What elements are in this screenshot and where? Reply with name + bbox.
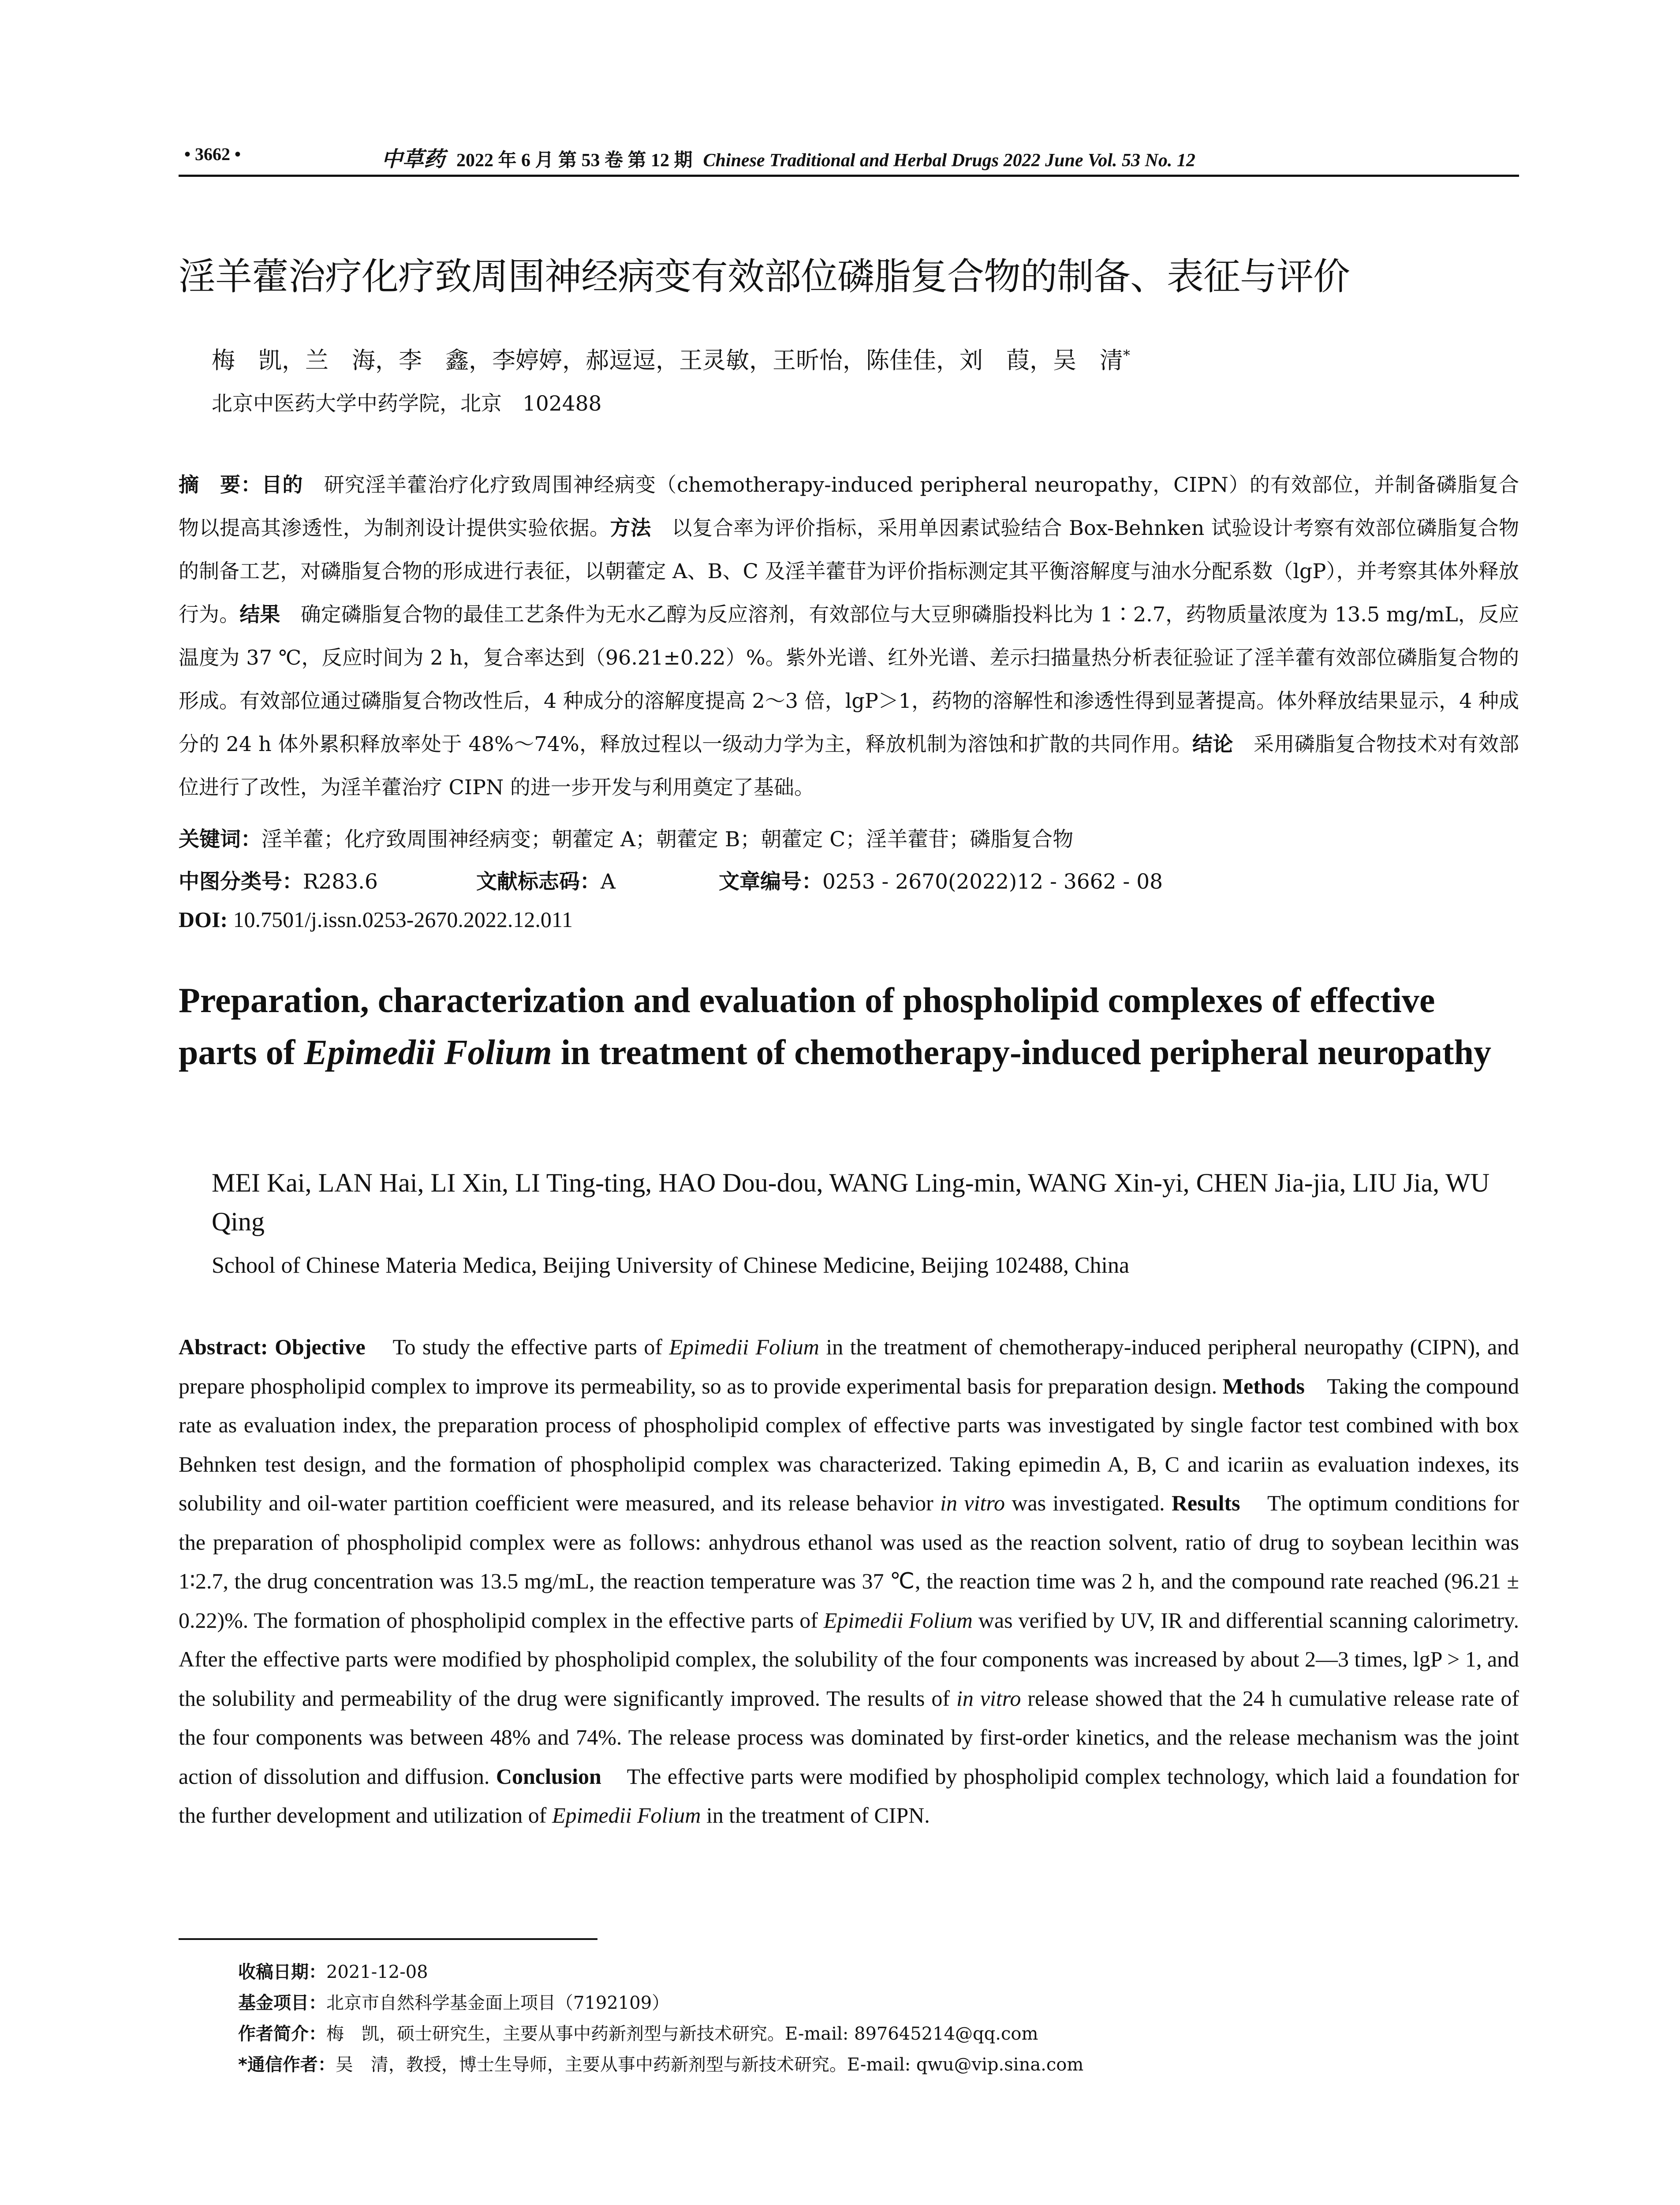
objective-label-cn: 目的 xyxy=(261,473,303,497)
objective-text-cn: 研究淫羊藿治疗化疗致周围神经病变（chemotherapy-induced peripheral neuropathy，CIPN）的有效部位，并制备磷脂复合物以提高其渗透性，为制剂设计提供实验依据。 xyxy=(179,473,1519,540)
abstract-label-en: Abstract: Objective xyxy=(179,1334,366,1359)
methods-text-cn: 以复合率为评价指标，采用单因素试验结合 Box-Behnken 试验设计考察有效部位磷脂复合物的制备工艺，对磷脂复合物的形成进行表征，以朝藿定 A、B、C 及淫羊藿苷为评价指标测定其平衡溶解度与油水分配系数（lgP），并考察其体外释放行为。 xyxy=(179,516,1519,626)
classification-row xyxy=(179,865,378,895)
results-text-en-3: release showed that the 24 h cumulative release rate of the four components was between 48% and 74%. The release process was dominated by first-order kinetics, and the release mechanism was the joint action of dissolution and diffusion. xyxy=(179,1686,1519,1789)
doi-value[interactable]: 10.7501/j.issn.0253-2670.2022.12.011 xyxy=(233,907,573,932)
chinese-authors xyxy=(212,342,1130,375)
author-bio-text: 梅 凯，硕士研究生，主要从事中药新剂型与新技术研究。E-mail: 897645214@qq.com xyxy=(326,2024,1038,2044)
footnote-fund xyxy=(238,1989,669,2014)
clc-label: 中图分类号： xyxy=(179,870,303,894)
latin-name-1: Epimedii Folium xyxy=(669,1334,819,1359)
results-text-cn: 确定磷脂复合物的最佳工艺条件为无水乙醇为反应溶剂，有效部位与大豆卵磷脂投料比为 1∶2.7，药物质量浓度为 13.5 mg/mL，反应温度为 37 ℃，反应时间为 2 h，复合率达到（96.21±0.22）%。紫外光谱、红外光谱、差示扫描量热分析表征验证了淫羊藿有效部位磷脂复合物的形成。有效部位通过磷脂复合物改性后，4 种成分的溶解度提高 2～3 倍，lgP＞1，药物的溶解性和渗透性得到显著提高。体外释放结果显示，4 种成分的 24 h 体外累积释放率处于 48%～74%，释放过程以一级动力学为主，释放机制为溶蚀和扩散的共同作用。 xyxy=(179,602,1519,756)
results-label-cn: 结果 xyxy=(239,602,280,626)
latin-name-3: Epimedii Folium xyxy=(552,1803,701,1828)
author-bio-label: 作者简介： xyxy=(238,2024,326,2044)
journal-issue: 2022 年 6 月 第 53 卷 第 12 期 xyxy=(456,150,693,171)
document-code-row xyxy=(476,865,616,895)
doc-code-label: 文献标志码： xyxy=(476,870,601,894)
doi-label: DOI: xyxy=(179,907,228,932)
objective-text-en-2: in the treatment of chemotherapy-induced peripheral neuropathy (CIPN), and prepare phospholipid complex to improve its permeability, so as to provide experimental basis for preparation design. xyxy=(179,1334,1519,1398)
objective-text-en-1: To study the effective parts of xyxy=(392,1334,669,1359)
article-number-value: 0253 - 2670(2022)12 - 3662 - 08 xyxy=(822,870,1163,894)
methods-text-en-2: was investigated. xyxy=(1005,1491,1172,1515)
keywords-text-cn: 淫羊藿；化疗致周围神经病变；朝藿定 A；朝藿定 B；朝藿定 C；淫羊藿苷；磷脂复合物 xyxy=(261,827,1074,852)
doi-row xyxy=(179,907,573,932)
corresponding-text: 吴 清，教授，博士生导师，主要从事中药新剂型与新技术研究。E-mail: qwu@vip.sina.com xyxy=(335,2055,1084,2075)
article-number-label: 文章编号： xyxy=(719,870,822,894)
conclusion-text-en-1: The effective parts were modified by phospholipid complex technology, which laid a foundation for the further development and utilization of xyxy=(179,1764,1519,1828)
footnote-corresponding xyxy=(238,2051,1083,2076)
english-title-part2: in treatment of chemotherapy-induced peripheral neuropathy xyxy=(552,1033,1492,1072)
methods-text-en-1: Taking the compound rate as evaluation index, the preparation process of phospholipid complex of effective parts was investigated by single factor test combined with box Behnken test design, and the formation of phospholipid complex was characterized. Taking epimedin A, B, C and icariin as evaluation indexes, its solubility and oil-water partition coefficient were measured, and its release behavior xyxy=(179,1373,1519,1515)
journal-name-en: Chinese Traditional and Herbal Drugs 2022 June Vol. 53 No. 12 xyxy=(703,150,1195,171)
chinese-affiliation: 北京中医药大学中药学院，北京 102488 xyxy=(212,392,602,416)
english-title-latin-name: Epimedii Folium xyxy=(304,1033,552,1072)
english-affiliation: School of Chinese Materia Medica, Beijing University of Chinese Medicine, Beijing 102488, China xyxy=(212,1253,1130,1278)
footnote-author xyxy=(238,2020,1038,2045)
methods-label-cn: 方法 xyxy=(610,516,651,540)
chinese-author-list: 梅 凯，兰 海，李 鑫，李婷婷，郝逗逗，王灵敏，王昕怡，陈佳佳，刘 葭，吴 清 xyxy=(212,347,1123,374)
keywords-cn xyxy=(179,823,1073,852)
journal-header xyxy=(381,142,1195,172)
english-title-part1: Preparation, characterization and evaluation of phospholipid complexes of effective parts of xyxy=(179,981,1435,1072)
keywords-label-cn: 关键词： xyxy=(179,827,261,852)
received-label: 收稿日期： xyxy=(238,1962,326,1982)
latin-name-2: Epimedii Folium xyxy=(823,1607,973,1633)
in-vitro-2: in vitro xyxy=(956,1686,1021,1711)
abstract-label-cn: 摘 要： xyxy=(179,473,262,497)
results-text-en-2: was verified by UV, IR and differential scanning calorimetry. After the effective parts were modified by phospholipid complex, the solubility of the four components was increased by about 2—3 times, lgP > 1, and the solubility and permeability of the drug were significantly improved. The results of xyxy=(179,1607,1519,1711)
in-vitro-1: in vitro xyxy=(940,1491,1005,1515)
conclusion-label-en: Conclusion xyxy=(496,1764,601,1789)
fund-text: 北京市自然科学基金面上项目（7192109） xyxy=(326,1993,670,2013)
footnote-received xyxy=(238,1958,428,1983)
conclusion-text-cn: 采用磷脂复合物技术对有效部位进行了改性，为淫羊藿治疗 CIPN 的进一步开发与利用奠定了基础。 xyxy=(179,732,1519,799)
footnote-rule xyxy=(179,1938,597,1940)
fund-label: 基金项目： xyxy=(238,1993,326,2013)
conclusion-label-cn: 结论 xyxy=(1192,732,1233,756)
corresponding-label: *通信作者： xyxy=(238,2055,336,2075)
english-authors: MEI Kai, LAN Hai, LI Xin, LI Ting-ting, HAO Dou-dou, WANG Ling-min, WANG Xin-yi, CHEN Jia-jia, LIU Jia, WU Qing xyxy=(212,1168,1490,1236)
doc-code-value: A xyxy=(601,870,616,894)
journal-name-cn: 中草药 xyxy=(381,147,445,172)
page-number: • 3662 • xyxy=(184,144,241,164)
methods-label-en: Methods xyxy=(1222,1373,1305,1398)
corresponding-mark: * xyxy=(1123,347,1130,364)
received-date: 2021-12-08 xyxy=(326,1962,428,1982)
english-abstract xyxy=(179,1327,1519,1835)
header-rule xyxy=(179,175,1519,177)
clc-value: R283.6 xyxy=(303,870,378,894)
english-title xyxy=(179,975,1519,1079)
chinese-title: 淫羊藿治疗化疗致周围神经病变有效部位磷脂复合物的制备、表征与评价 xyxy=(179,255,1350,298)
results-text-en-1: The optimum conditions for the preparation of phospholipid complex were as follows: anhydrous ethanol was used as the reaction solvent, ratio of drug to soybean lecithin was 1∶2.7, the drug concentration was 13.5 mg/mL, the reaction temperature was 37 ℃, the reaction time was 2 h, and the compound rate reached (96.21 ± 0.22)%. The formation of phospholipid complex in the effective parts of xyxy=(179,1491,1519,1633)
article-number-row xyxy=(719,865,1163,895)
conclusion-text-en-2: in the treatment of CIPN. xyxy=(701,1803,930,1828)
chinese-abstract xyxy=(179,463,1519,809)
results-label-en: Results xyxy=(1171,1491,1240,1515)
